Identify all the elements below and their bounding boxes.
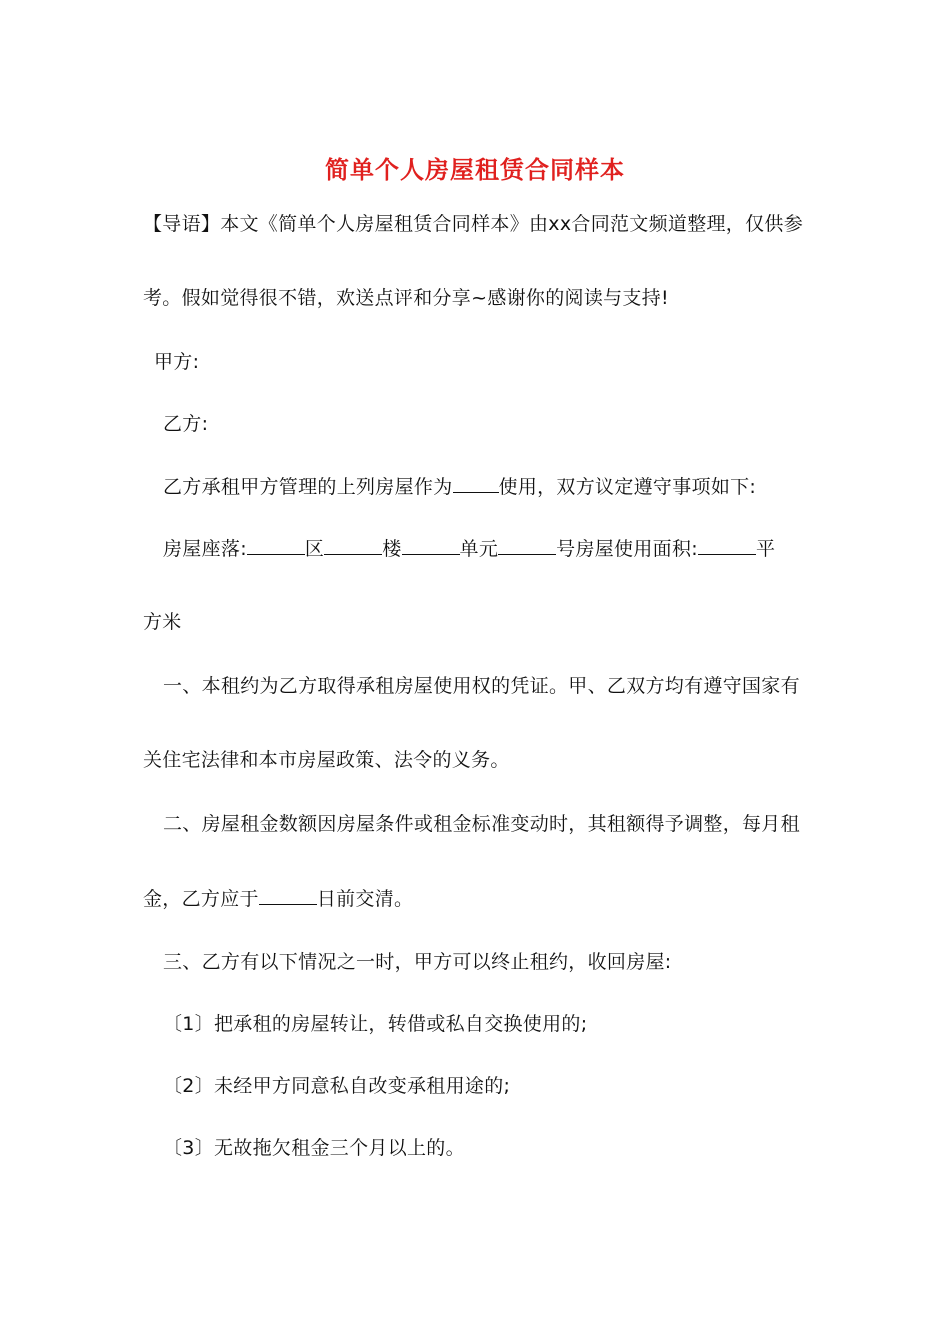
usage-text-pre: 乙方承租甲方管理的上列房屋作为	[163, 476, 453, 498]
area-blank	[698, 536, 756, 555]
area-unit-continuation: 方米	[143, 611, 182, 633]
district-label: 区	[304, 538, 325, 560]
area-label: 号房屋使用面积:	[556, 538, 698, 560]
intro-line-1: 【导语】本文《简单个人房屋租赁合同样本》由xx合同范文频道整理，仅供参	[143, 213, 803, 235]
clause-3-item-1: 〔1〕把承租的房屋转让，转借或私自交换使用的;	[163, 1013, 588, 1035]
clause-1-line-1: 一、本租约为乙方取得承租房屋使用权的凭证。甲、乙双方均有遵守国家有	[163, 675, 800, 697]
location-paragraph	[163, 536, 775, 561]
rent-due-text-pre: 金，乙方应于	[143, 888, 259, 910]
party-b-label: 乙方:	[163, 413, 209, 435]
rent-due-text-post: 日前交清。	[316, 888, 414, 910]
rent-due-blank	[259, 886, 317, 905]
usage-blank	[453, 474, 499, 493]
unit-label: 单元	[459, 538, 499, 560]
district-blank	[247, 536, 305, 555]
clause-3-item-2: 〔2〕未经甲方同意私自改变承租用途的;	[163, 1075, 511, 1097]
clause-2-line-1: 二、房屋租金数额因房屋条件或租金标准变动时，其租额得予调整，每月租	[163, 813, 800, 835]
room-number-blank	[498, 536, 556, 555]
clause-2-line-2	[143, 886, 413, 911]
building-label: 楼	[382, 538, 402, 560]
location-label: 房屋座落:	[163, 538, 247, 560]
document-title: 简单个人房屋租赁合同样本	[325, 155, 625, 184]
area-unit-start: 平	[755, 538, 776, 560]
party-a-label: 甲方:	[154, 351, 200, 373]
intro-line-2: 考。假如觉得很不错，欢送点评和分享~感谢你的阅读与支持!	[143, 287, 669, 309]
clause-1-line-2: 关住宅法律和本市房屋政策、法令的义务。	[143, 749, 510, 771]
usage-paragraph	[163, 474, 756, 499]
building-blank	[324, 536, 382, 555]
clause-3-heading: 三、乙方有以下情况之一时，甲方可以终止租约，收回房屋:	[163, 951, 672, 973]
usage-text-post: 使用，双方议定遵守事项如下:	[498, 476, 757, 498]
clause-3-item-3: 〔3〕无故拖欠租金三个月以上的。	[163, 1137, 465, 1159]
unit-blank	[402, 536, 460, 555]
